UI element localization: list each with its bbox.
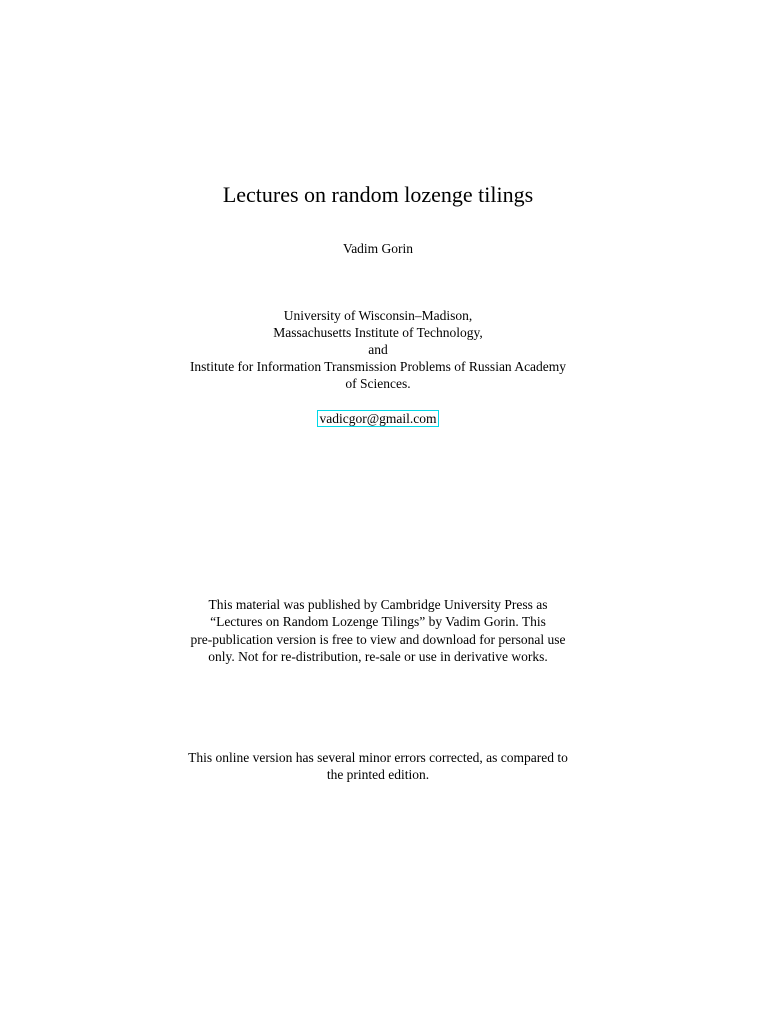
affiliation-line: Massachusetts Institute of Technology, (273, 325, 483, 340)
author-affiliation (150, 307, 606, 392)
online-notice-line: This online version has several minor errors corrected, as compared to (188, 750, 568, 765)
notice-line: This material was published by Cambridge University Press as (208, 597, 548, 612)
paper-title: Lectures on random lozenge tilings (222, 182, 534, 207)
online-version-notice (150, 749, 606, 784)
affiliation-line: of Sciences. (345, 376, 411, 391)
notice-line: only. Not for re-distribution, re-sale or use in derivative works. (208, 648, 548, 664)
publication-notice (150, 596, 606, 665)
online-notice-line: the printed edition. (326, 767, 430, 783)
affiliation-line: University of Wisconsin–Madison, (283, 308, 473, 323)
affiliation-line: and (368, 342, 388, 357)
affiliation-line: Institute for Information Transmission Problems of Russian Academy (189, 359, 567, 374)
notice-line: pre-publication version is free to view and download for personal use (190, 631, 566, 647)
email-link[interactable]: vadicgor@gmail.com (319, 411, 437, 426)
author-name: Vadim Gorin (342, 241, 414, 256)
email-container (150, 410, 606, 427)
notice-line: “Lectures on Random Lozenge Tilings” by Vadim Gorin. This (210, 614, 546, 630)
